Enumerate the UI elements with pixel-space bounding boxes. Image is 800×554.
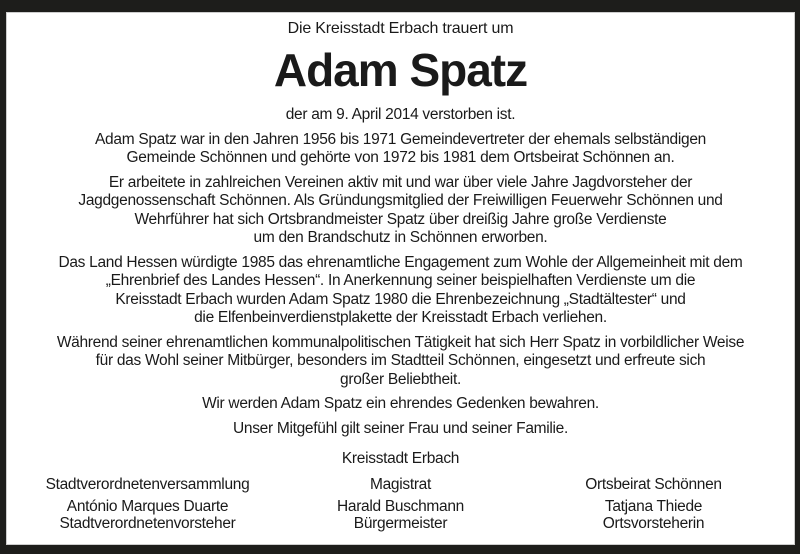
intro-line: Die Kreisstadt Erbach trauert um xyxy=(287,20,514,37)
signature-person-role: Ortsvorsteherin xyxy=(602,514,705,532)
text-line: Kreisstadt Erbach wurden Adam Spatz 1980 die Ehrenbezeichnung „Stadtältester“ und xyxy=(115,290,686,308)
signature-body: Magistrat xyxy=(369,475,432,493)
death-date-line: der am 9. April 2014 verstorben ist. xyxy=(285,106,516,123)
signature-person-name: Tatjana Thiede xyxy=(604,497,703,515)
paragraph-honours xyxy=(21,254,780,328)
signature-person-role: Bürgermeister xyxy=(353,514,448,532)
paragraph-clubs-firebrigade xyxy=(21,174,780,248)
organization-name: Kreisstadt Erbach xyxy=(341,450,460,467)
deceased-name: Adam Spatz xyxy=(273,44,528,96)
signature-person-name: António Marques Duarte xyxy=(66,497,229,515)
text-line: Adam Spatz war in den Jahren 1956 bis 1971 Gemeindevertreter der ehemals selbständigen xyxy=(95,130,706,148)
text-line: Er arbeitete in zahlreichen Vereinen aktiv mit und war über viele Jahre Jagdvorsteher der xyxy=(108,173,693,191)
signature-body: Stadtverordnetenversammlung xyxy=(45,475,250,493)
paragraph-remembrance xyxy=(21,395,780,414)
obituary-sheet xyxy=(7,13,794,544)
text-line: für das Wohl seiner Mitbürger, besonders im Stadtteil Schönnen, eingesetzt und erfreute sich xyxy=(95,352,706,369)
signature-column-assembly xyxy=(21,476,274,532)
signature-person-name: Harald Buschmann xyxy=(336,497,465,515)
signature-column-ortsbeirat xyxy=(527,476,780,532)
paragraph-career-council xyxy=(21,131,780,168)
text-line: Unser Mitgefühl gilt seiner Frau und seiner Familie. xyxy=(232,419,569,437)
signature-person-role: Stadtverordnetenvorsteher xyxy=(59,514,236,532)
text-line: Wir werden Adam Spatz ein ehrendes Gedenken bewahren. xyxy=(202,395,599,412)
text-line: Jagdgenossenschaft Schönnen. Als Gründungsmitglied der Freiwilligen Feuerwehr Schönnen und xyxy=(78,192,723,209)
text-line: Das Land Hessen würdigte 1985 das ehrenamtliche Engagement zum Wohle der Allgemeinheit mit dem xyxy=(58,253,743,271)
text-line: „Ehrenbrief des Landes Hessen“. In Anerkennung seiner beispielhaften Verdienste um die xyxy=(105,272,696,289)
text-line: die Elfenbeinverdienstplakette der Kreisstadt Erbach verliehen. xyxy=(194,309,607,326)
text-line: Gemeinde Schönnen und gehörte von 1972 bis 1981 dem Ortsbeirat Schönnen an. xyxy=(126,149,675,166)
signature-columns xyxy=(21,476,780,532)
text-line: Wehrführer hat sich Ortsbrandmeister Spatz über dreißig Jahre große Verdienste xyxy=(134,210,667,228)
signature-body: Ortsbeirat Schönnen xyxy=(585,475,722,493)
text-line: großer Beliebtheit. xyxy=(340,370,461,388)
paragraph-dedication xyxy=(21,334,780,390)
paragraph-condolence xyxy=(21,420,780,439)
signature-column-magistrat xyxy=(274,476,527,532)
text-line: um den Brandschutz in Schönnen erworben. xyxy=(253,229,548,246)
text-line: Während seiner ehrenamtlichen kommunalpolitischen Tätigkeit hat sich Herr Spatz in vorbildlicher Weise xyxy=(56,333,745,351)
